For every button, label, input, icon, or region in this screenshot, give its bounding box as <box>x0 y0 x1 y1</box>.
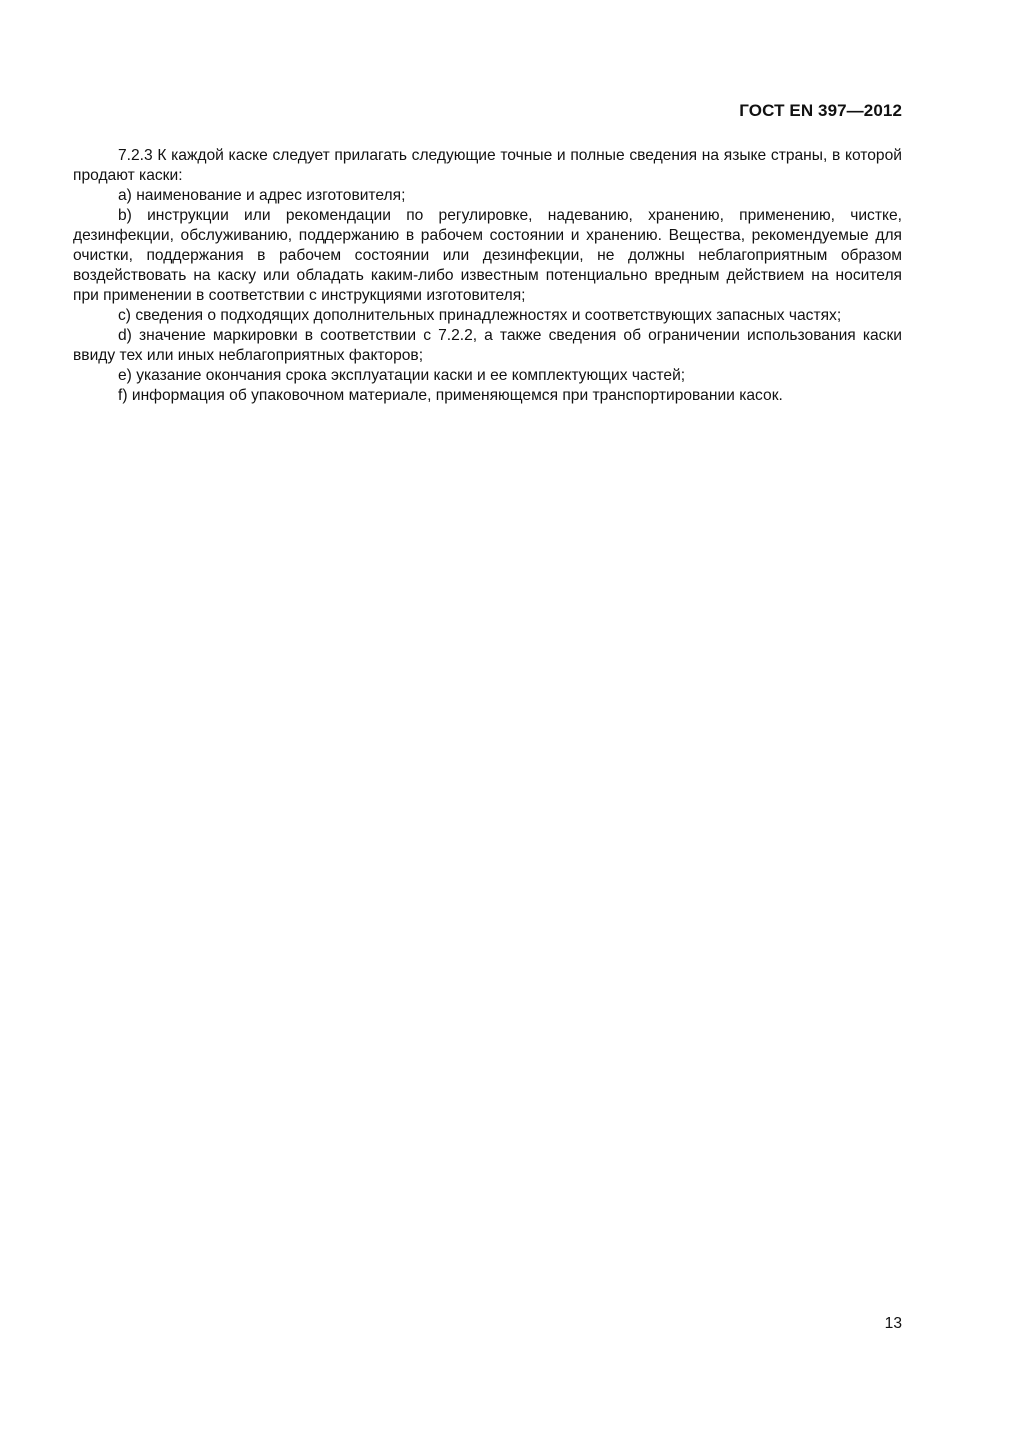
document-standard-title: ГОСТ EN 397—2012 <box>739 101 902 120</box>
document-body <box>73 146 902 406</box>
list-item-d: d) значение маркировки в соответствии с 7.2.2, а также сведения об ограничении использования каски ввиду тех или иных неблагоприятных факторов; <box>73 327 902 364</box>
list-item-b: b) инструкции или рекомендации по регулировке, надеванию, хранению, применению, чистке, дезинфекции, обслуживанию, поддержанию в рабочем состоянии и хранению. Вещества, рекомендуемые для очистки, поддержания в рабочем состоянии или дезинфекции, не должны неблагоприятным образом воздействовать на каску или обладать каким-либо известным потенциально вредным действием на носителя при применении в соответствии с инструкциями изготовителя; <box>73 207 902 304</box>
list-item-e: e) указание окончания срока эксплуатации каски и ее комплектующих частей; <box>118 367 686 384</box>
list-item-a: a) наименование и адрес изготовителя; <box>118 187 406 204</box>
page-number: 13 <box>884 1315 902 1332</box>
list-item-c: c) сведения о подходящих дополнительных принадлежностях и соответствующих запасных частях; <box>118 307 842 324</box>
list-item-f: f) информация об упаковочном материале, применяющемся при транспортировании касок. <box>118 387 783 404</box>
paragraph-7-2-3: 7.2.3 К каждой каске следует прилагать следующие точные и полные сведения на языке страны, в которой продают каски: <box>73 147 902 184</box>
